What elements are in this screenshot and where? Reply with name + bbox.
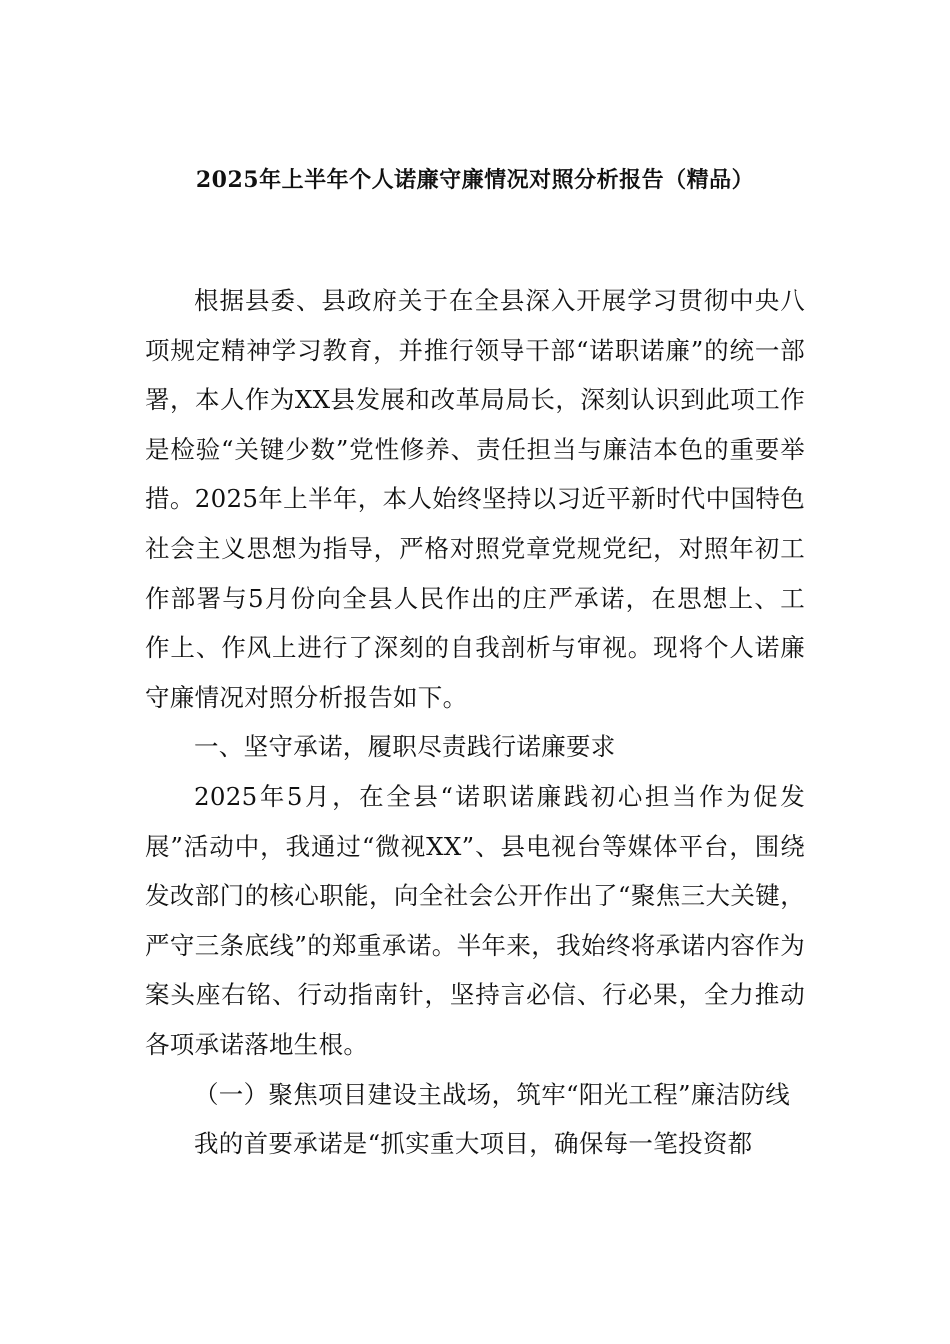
section-heading-1: 一、坚守承诺，履职尽责践行诺廉要求 <box>194 732 616 762</box>
subsection-1-paragraph: 我的首要承诺是“抓实重大项目，确保每一笔投资都 <box>194 1129 753 1159</box>
subsection-heading-1: （一）聚焦项目建设主战场，筑牢“阳光工程”廉洁防线 <box>194 1079 791 1109</box>
section-1-paragraph: 2025年5月，在全县“诺职诺廉践初心担当作为促发展”活动中，我通过“微视XX”、县电视台等媒体平台，围绕发改部门的核心职能，向全社会公开作出了“聚焦三大关键，严守三条底线”的郑重承诺。半年来，我始终将承诺内容作为案头座右铭、行动指南针，坚持言必信、行必果，全力推动各项承诺落地生根。 <box>145 781 805 1059</box>
document-title: 2025年上半年个人诺廉守廉情况对照分析报告（精品） <box>195 167 755 193</box>
document-body <box>145 276 805 1169</box>
intro-paragraph: 根据县委、县政府关于在全县深入开展学习贯彻中央八项规定精神学习教育，并推行领导干部“诺职诺廉”的统一部署，本人作为XX县发展和改革局局长，深刻认识到此项工作是检验“关键少数”党性修养、责任担当与廉洁本色的重要举措。2025年上半年，本人始终坚持以习近平新时代中国特色社会主义思想为指导，严格对照党章党规党纪，对照年初工作部署与5月份向全县人民作出的庄严承诺，在思想上、工作上、作风上进行了深刻的自我剖析与审视。现将个人诺廉守廉情况对照分析报告如下。 <box>145 286 805 712</box>
